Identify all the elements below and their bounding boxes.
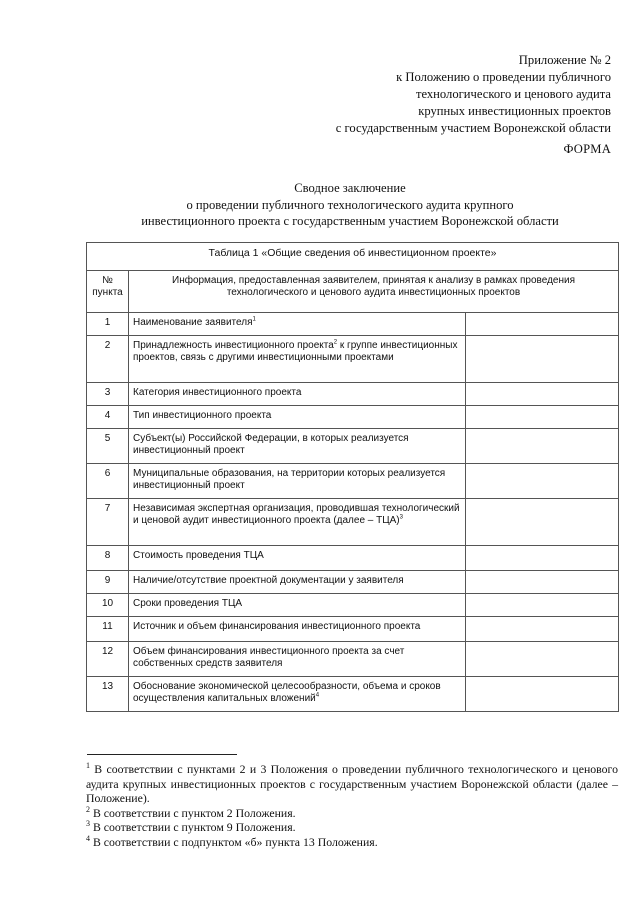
table-row xyxy=(87,383,619,406)
row-value-cell xyxy=(466,546,619,571)
row-label-continuation: к группе инвестиционных проектов, связь с другими инвестиционными проектами xyxy=(133,340,458,364)
row-value-cell xyxy=(466,336,619,383)
footnote xyxy=(86,762,618,806)
row-label xyxy=(129,429,466,464)
row-label-text: Независимая экспертная организация, проводившая технологический и ценовой аудит инвестиционного проекта (далее – ТЦА) xyxy=(133,503,460,527)
row-value-cell xyxy=(466,464,619,499)
row-number: 11 xyxy=(87,617,129,642)
row-label xyxy=(129,499,466,546)
row-number: 9 xyxy=(87,571,129,594)
row-value-cell xyxy=(466,313,619,336)
row-label-text: Наличие/отсутствие проектной документации у заявителя xyxy=(133,575,404,586)
table-row xyxy=(87,642,619,677)
table-row xyxy=(87,617,619,642)
footnote xyxy=(86,806,618,821)
footnote-ref: 3 xyxy=(399,515,403,522)
appendix-line: технологического и ценового аудита xyxy=(415,87,611,101)
row-number: 10 xyxy=(87,594,129,617)
row-label xyxy=(129,571,466,594)
footnote-mark: 4 xyxy=(86,834,90,844)
footnote-text: В соответствии с пунктом 9 Положения. xyxy=(90,820,296,835)
table-row xyxy=(87,464,619,499)
footnote-text: В соответствии с подпунктом «б» пункта 13 Положения. xyxy=(90,834,378,849)
table-row xyxy=(87,571,619,594)
row-label-text: Стоимость проведения ТЦА xyxy=(133,550,264,561)
row-value-cell xyxy=(466,429,619,464)
row-number: 13 xyxy=(87,677,129,712)
row-number: 1 xyxy=(87,313,129,336)
title-line: о проведении публичного технологического аудита крупного xyxy=(186,197,514,212)
row-label-text: Обоснование экономической целесообразности, объема и сроков осуществления капитальных вложений xyxy=(133,681,441,705)
row-value-cell xyxy=(466,677,619,712)
row-number: 7 xyxy=(87,499,129,546)
row-label xyxy=(129,336,466,383)
row-number: 8 xyxy=(87,546,129,571)
footnote-ref: 4 xyxy=(315,693,320,700)
row-label-text: Наименование заявителя xyxy=(133,317,253,328)
footnote-ref: 1 xyxy=(252,316,256,323)
footnote-ref: 2 xyxy=(333,339,338,346)
row-label xyxy=(129,617,466,642)
header-number: № пункта xyxy=(87,271,129,313)
table-row xyxy=(87,313,619,336)
row-label-text: Тип инвестиционного проекта xyxy=(133,410,272,421)
appendix-line: с государственным участием Воронежской области xyxy=(335,121,611,135)
row-number: 4 xyxy=(87,406,129,429)
row-label xyxy=(129,642,466,677)
title-line: инвестиционного проекта с государственным участием Воронежской области xyxy=(141,214,559,228)
row-number: 2 xyxy=(87,336,129,383)
table-row xyxy=(87,677,619,712)
table-row xyxy=(87,406,619,429)
appendix-line: Приложение № 2 xyxy=(518,53,611,67)
row-value-cell xyxy=(466,499,619,546)
row-number: 6 xyxy=(87,464,129,499)
title-line: Сводное заключение xyxy=(294,181,406,195)
table-row xyxy=(87,499,619,546)
row-value-cell xyxy=(466,571,619,594)
row-label-text: Муниципальные образования, на территории которых реализуется инвестиционный проект xyxy=(133,468,446,492)
footnote-mark: 2 xyxy=(86,804,90,814)
row-value-cell xyxy=(466,383,619,406)
footnote-separator xyxy=(87,754,237,755)
footnote-text: В соответствии с пунктом 2 Положения. xyxy=(90,805,296,820)
table-header-row xyxy=(87,271,619,313)
document-title xyxy=(60,180,640,230)
footnote xyxy=(86,835,618,850)
row-label xyxy=(129,406,466,429)
row-value-cell xyxy=(466,642,619,677)
table-caption-row xyxy=(87,243,619,271)
footnote xyxy=(86,820,618,835)
row-label xyxy=(129,546,466,571)
table-row xyxy=(87,594,619,617)
row-value-cell xyxy=(466,617,619,642)
row-label-text: Объем финансирования инвестиционного проекта за счет собственных средств заявителя xyxy=(133,646,405,670)
row-label xyxy=(129,594,466,617)
row-number: 5 xyxy=(87,429,129,464)
footnotes xyxy=(86,762,618,850)
table-row xyxy=(87,336,619,383)
row-label xyxy=(129,464,466,499)
row-label-text: Источник и объем финансирования инвестиционного проекта xyxy=(133,621,421,632)
table-row xyxy=(87,429,619,464)
appendix-line: крупных инвестиционных проектов xyxy=(418,104,611,118)
table-caption: Таблица 1 «Общие сведения об инвестиционном проекте» xyxy=(87,243,619,271)
general-info-table xyxy=(86,242,619,712)
footnote-mark: 1 xyxy=(86,761,90,771)
row-value-cell xyxy=(466,406,619,429)
table-row xyxy=(87,546,619,571)
row-label-text: Субъект(ы) Российской Федерации, в которых реализуется инвестиционный проект xyxy=(133,433,409,457)
header-info: Информация, предоставленная заявителем, принятая к анализу в рамках проведения технологического и ценового аудита инвестиционных проектов xyxy=(129,271,619,313)
form-label: ФОРМА xyxy=(563,142,611,156)
appendix-header xyxy=(251,52,611,137)
row-label xyxy=(129,677,466,712)
row-label-text: Категория инвестиционного проекта xyxy=(133,387,302,398)
row-label xyxy=(129,313,466,336)
row-label xyxy=(129,383,466,406)
row-label-text: Сроки проведения ТЦА xyxy=(133,598,243,609)
row-label-text: Принадлежность инвестиционного проекта xyxy=(133,340,334,351)
row-value-cell xyxy=(466,594,619,617)
appendix-line: к Положению о проведении публичного xyxy=(396,70,611,84)
row-number: 3 xyxy=(87,383,129,406)
row-number: 12 xyxy=(87,642,129,677)
footnote-text: В соответствии с пунктами 2 и 3 Положения о проведении публичного технологического и ценового аудита крупных инвестиционных проектов с государственным участием Воронежской области (далее – Положение). xyxy=(86,762,618,806)
footnote-mark: 3 xyxy=(86,819,90,829)
